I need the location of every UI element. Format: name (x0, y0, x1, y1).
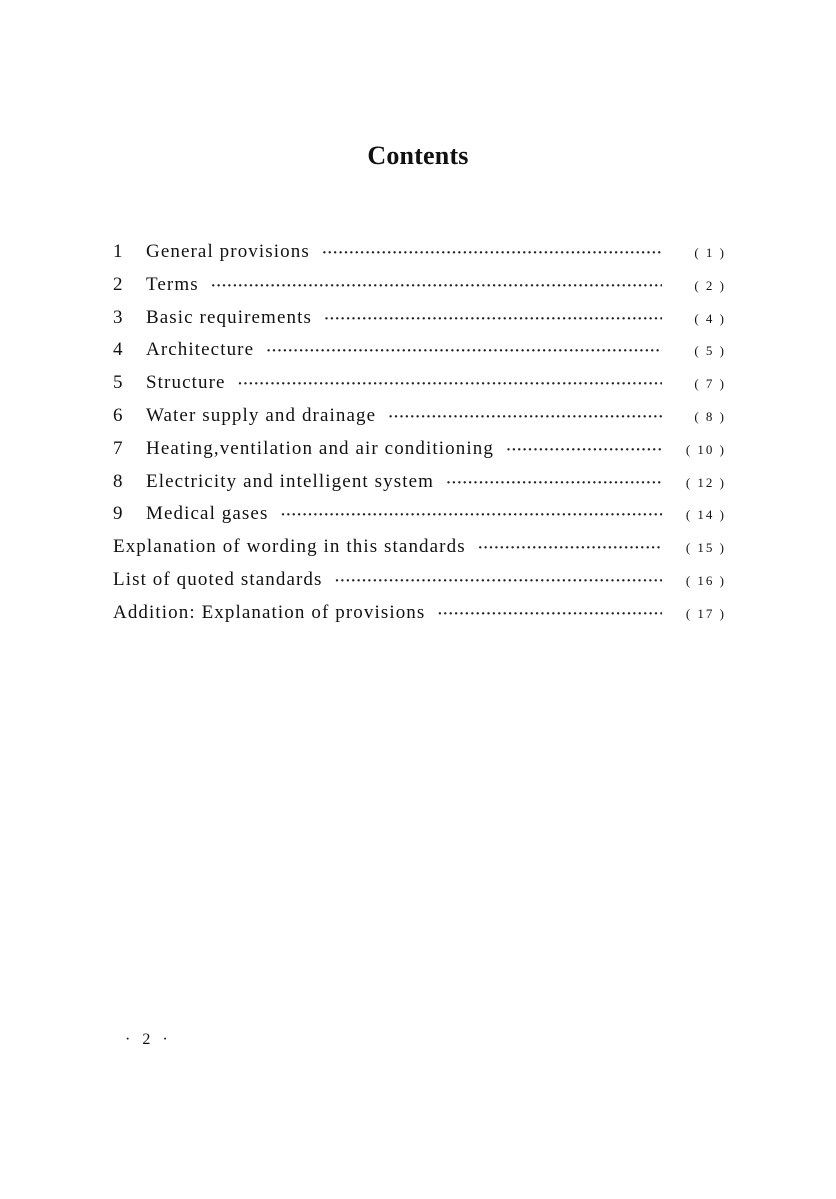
toc-entry-electricity[interactable] (113, 471, 726, 504)
toc-entry-basic-requirements[interactable] (113, 307, 726, 340)
dot-leader (335, 573, 662, 590)
toc-entry-terms[interactable] (113, 274, 726, 307)
toc-entry-title: Terms (146, 273, 199, 295)
toc-entry-title: Architecture (146, 339, 255, 361)
toc-entry-number: 2 (113, 273, 124, 295)
toc-entry-number: 3 (113, 306, 124, 328)
dot-leader (324, 311, 662, 328)
dot-leader (322, 245, 662, 262)
toc-entry-number: 4 (113, 339, 124, 361)
toc-entry-page: ( 17 ) (685, 605, 726, 621)
toc-entry-addition[interactable] (113, 602, 726, 635)
toc-entry-title: List of quoted standards (113, 568, 323, 590)
toc-entry-general-provisions[interactable] (113, 241, 726, 274)
toc-entry-title: Addition: Explanation of provisions (113, 601, 426, 623)
dot-leader (280, 507, 662, 524)
toc-entry-page: ( 2 ) (694, 277, 726, 293)
dot-leader (478, 540, 662, 557)
toc-entry-page: ( 10 ) (685, 441, 726, 457)
toc-entry-page: ( 16 ) (685, 572, 726, 588)
toc-entry-page: ( 1 ) (694, 245, 726, 260)
toc-entry-title: Basic requirements (146, 306, 312, 328)
toc-entry-title: Medical gases (146, 503, 269, 525)
toc-entry-medical-gases[interactable] (113, 503, 726, 536)
toc-entry-page: ( 14 ) (685, 507, 726, 523)
toc-entry-water-supply[interactable] (113, 405, 726, 438)
toc-entry-title: Electricity and intelligent system (146, 470, 435, 492)
table-of-contents (113, 241, 726, 635)
toc-entry-number: 6 (113, 404, 124, 426)
toc-entry-page: ( 15 ) (685, 540, 726, 556)
dot-leader (266, 343, 662, 360)
toc-entry-title: Water supply and drainage (146, 404, 377, 426)
toc-entry-page: ( 7 ) (694, 376, 726, 392)
dot-leader (238, 376, 662, 393)
toc-entry-number: 5 (113, 372, 124, 394)
toc-entry-page: ( 4 ) (694, 310, 726, 326)
toc-entry-title: Explanation of wording in this standards (113, 536, 466, 558)
dot-leader (506, 442, 662, 459)
toc-entry-structure[interactable] (113, 372, 726, 405)
toc-entry-page: ( 8 ) (694, 408, 726, 424)
toc-entry-number: 1 (113, 241, 124, 262)
dot-leader (446, 475, 662, 492)
toc-entry-number: 8 (113, 470, 124, 492)
page-title: Contents (367, 141, 469, 170)
toc-entry-title: Heating,ventilation and air conditioning (146, 437, 494, 459)
dot-leader (437, 606, 662, 623)
footer-page-number: · 2 · (125, 1031, 172, 1048)
dot-leader (211, 278, 662, 295)
toc-entry-number: 7 (113, 437, 124, 459)
toc-entry-architecture[interactable] (113, 339, 726, 372)
toc-entry-quoted-standards[interactable] (113, 569, 726, 602)
toc-entry-explanation-wording[interactable] (113, 536, 726, 569)
toc-entry-page: ( 12 ) (685, 474, 726, 490)
toc-entry-page: ( 5 ) (694, 343, 726, 359)
toc-entry-title: General provisions (146, 241, 310, 262)
toc-entry-number: 9 (113, 503, 124, 525)
dot-leader (388, 409, 662, 426)
toc-entry-hvac[interactable] (113, 438, 726, 471)
toc-entry-title: Structure (146, 372, 226, 394)
